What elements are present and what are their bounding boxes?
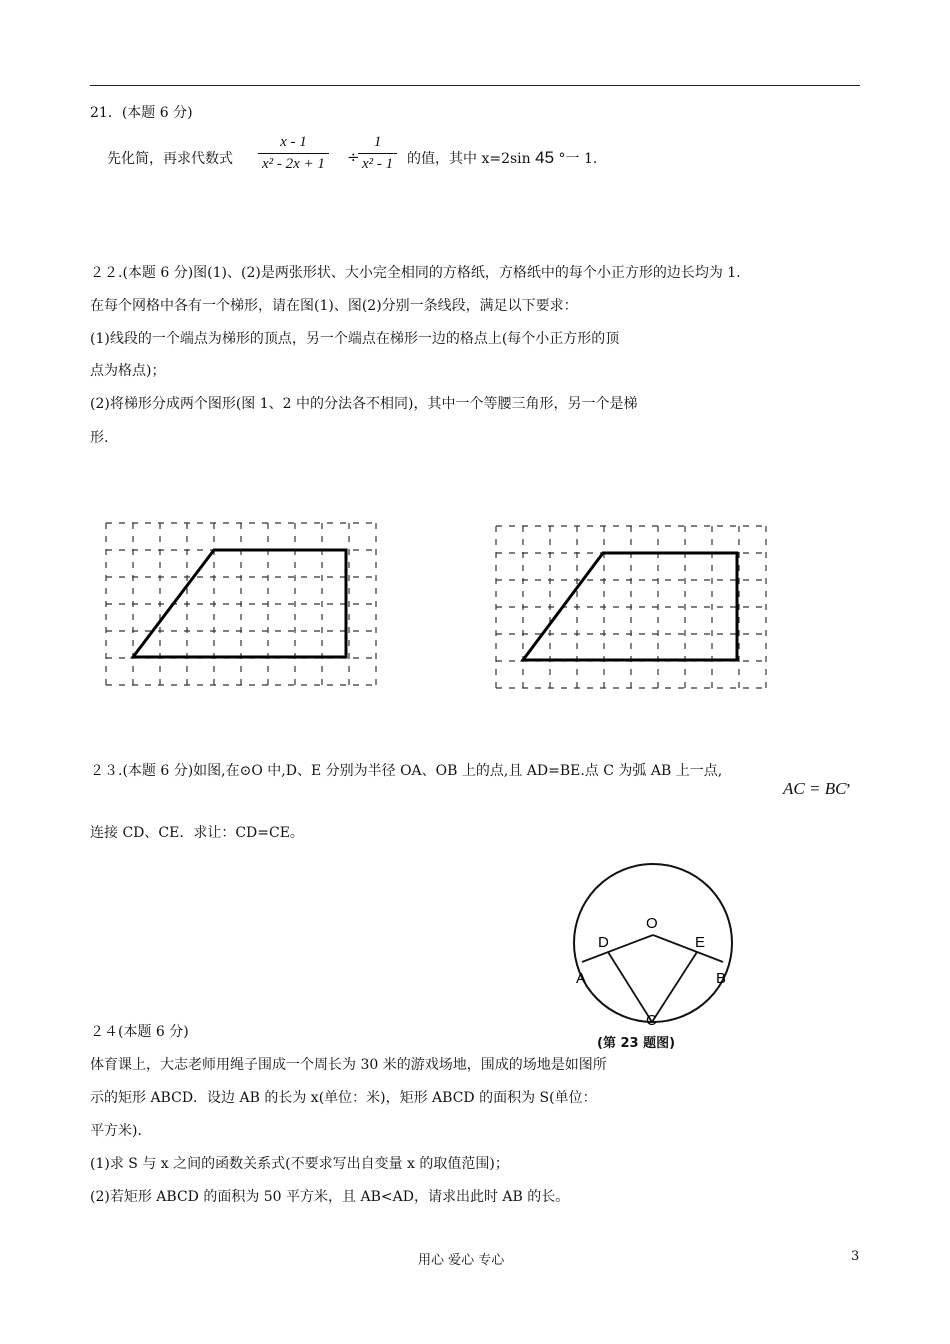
q21-fraction-1-denominator: x² - 2x + 1 [262, 156, 325, 172]
label-a: A [576, 970, 587, 987]
label-b: B [716, 970, 727, 987]
q21-fraction-2-numerator: 1 [373, 134, 382, 150]
radius-oa [582, 935, 653, 962]
q23-arc-equation [783, 771, 851, 799]
footer-motto: 用心 爱心 专心 [418, 1253, 505, 1268]
q24-line-5: (2)若矩形 ABCD 的面积为 50 平方米，且 AB<AD，请求出此时 AB 的长。 [90, 1189, 570, 1205]
header-rule [90, 85, 860, 86]
q23-line-1: ２３.(本题 6 分)如图,在⊙O 中,D、E 分别为半径 OA、OB 上的点,且 AD=BE.点 C 为弧 AB 上一点, [90, 763, 723, 779]
q22-line-4: 点为格点)； [90, 363, 166, 379]
q21-fraction-2 [358, 134, 397, 173]
q21-tail-b: °一 1. [558, 151, 598, 167]
q21-divide-sign: ÷ [347, 148, 360, 166]
q23-circle-figure [570, 855, 740, 1030]
q24-line-1: 体育课上，大志老师用绳子围成一个周长为 30 米的游戏场地，围成的场地是如图所 [90, 1057, 607, 1073]
q22-line-1: ２２.(本题 6 分)图(1)、(2)是两张形状、大小完全相同的方格纸，方格纸中的每个小正方形的边长均为 1． [90, 265, 751, 281]
q24-line-3: 平方米)． [90, 1123, 152, 1139]
q22-line-5: (2)将梯形分成两个图形(图 1、2 中的分法各不相同)，其中一个等腰三角形，另一个是梯 [90, 396, 638, 412]
q21-heading: 21．(本题 6 分) [90, 105, 193, 121]
q22-line-6: 形. [90, 430, 109, 446]
q21-fraction-1 [258, 134, 329, 173]
q23-line-2: 连接 CD、CE．求让：CD=CE。 [90, 825, 304, 841]
q21-fraction-1-numerator: x - 1 [280, 134, 307, 150]
q23-arc-equation-text: AC = BC [783, 779, 847, 798]
q22-grid-figure-2 [490, 518, 775, 698]
grid-lines [106, 523, 376, 685]
q21-angle: 45 [535, 148, 555, 167]
label-o: O [646, 915, 658, 932]
q21-fraction-2-bar [358, 153, 397, 154]
radius-ob [653, 935, 723, 962]
page-number: 3 [851, 1249, 860, 1264]
q23-figure-caption: (第 23 题图) [597, 1036, 676, 1051]
q24-heading: ２４(本题 6 分) [90, 1024, 189, 1040]
q21-tail-text [407, 148, 597, 168]
q22-grid-figure-1 [100, 515, 385, 695]
label-e: E [695, 934, 706, 951]
label-d: D [598, 934, 609, 951]
q21-fraction-1-bar [258, 153, 329, 154]
label-c: C [646, 1012, 657, 1029]
q23-comma: , [846, 771, 851, 790]
grid-lines [496, 526, 766, 688]
q21-fraction-2-denominator: x² - 1 [362, 156, 394, 172]
segment-ec [652, 952, 697, 1022]
q24-line-4: (1)求 S 与 x 之间的函数关系式(不要求写出自变量 x 的取值范围)； [90, 1156, 509, 1172]
q22-line-2: 在每个网格中各有一个梯形，请在图(1)、图(2)分别一条线段，满足以下要求： [90, 298, 578, 314]
q24-line-2: 示的矩形 ABCD．设边 AB 的长为 x(单位：米)，矩形 ABCD 的面积为 S(单位： [90, 1090, 597, 1106]
q22-line-3: (1)线段的一个端点为梯形的顶点，另一个端点在梯形一边的格点上(每个小正方形的顶 [90, 331, 620, 347]
q21-tail-a: 的值，其中 x=2sin [407, 151, 531, 167]
q21-lead-text: 先化简，再求代数式 [107, 151, 233, 167]
